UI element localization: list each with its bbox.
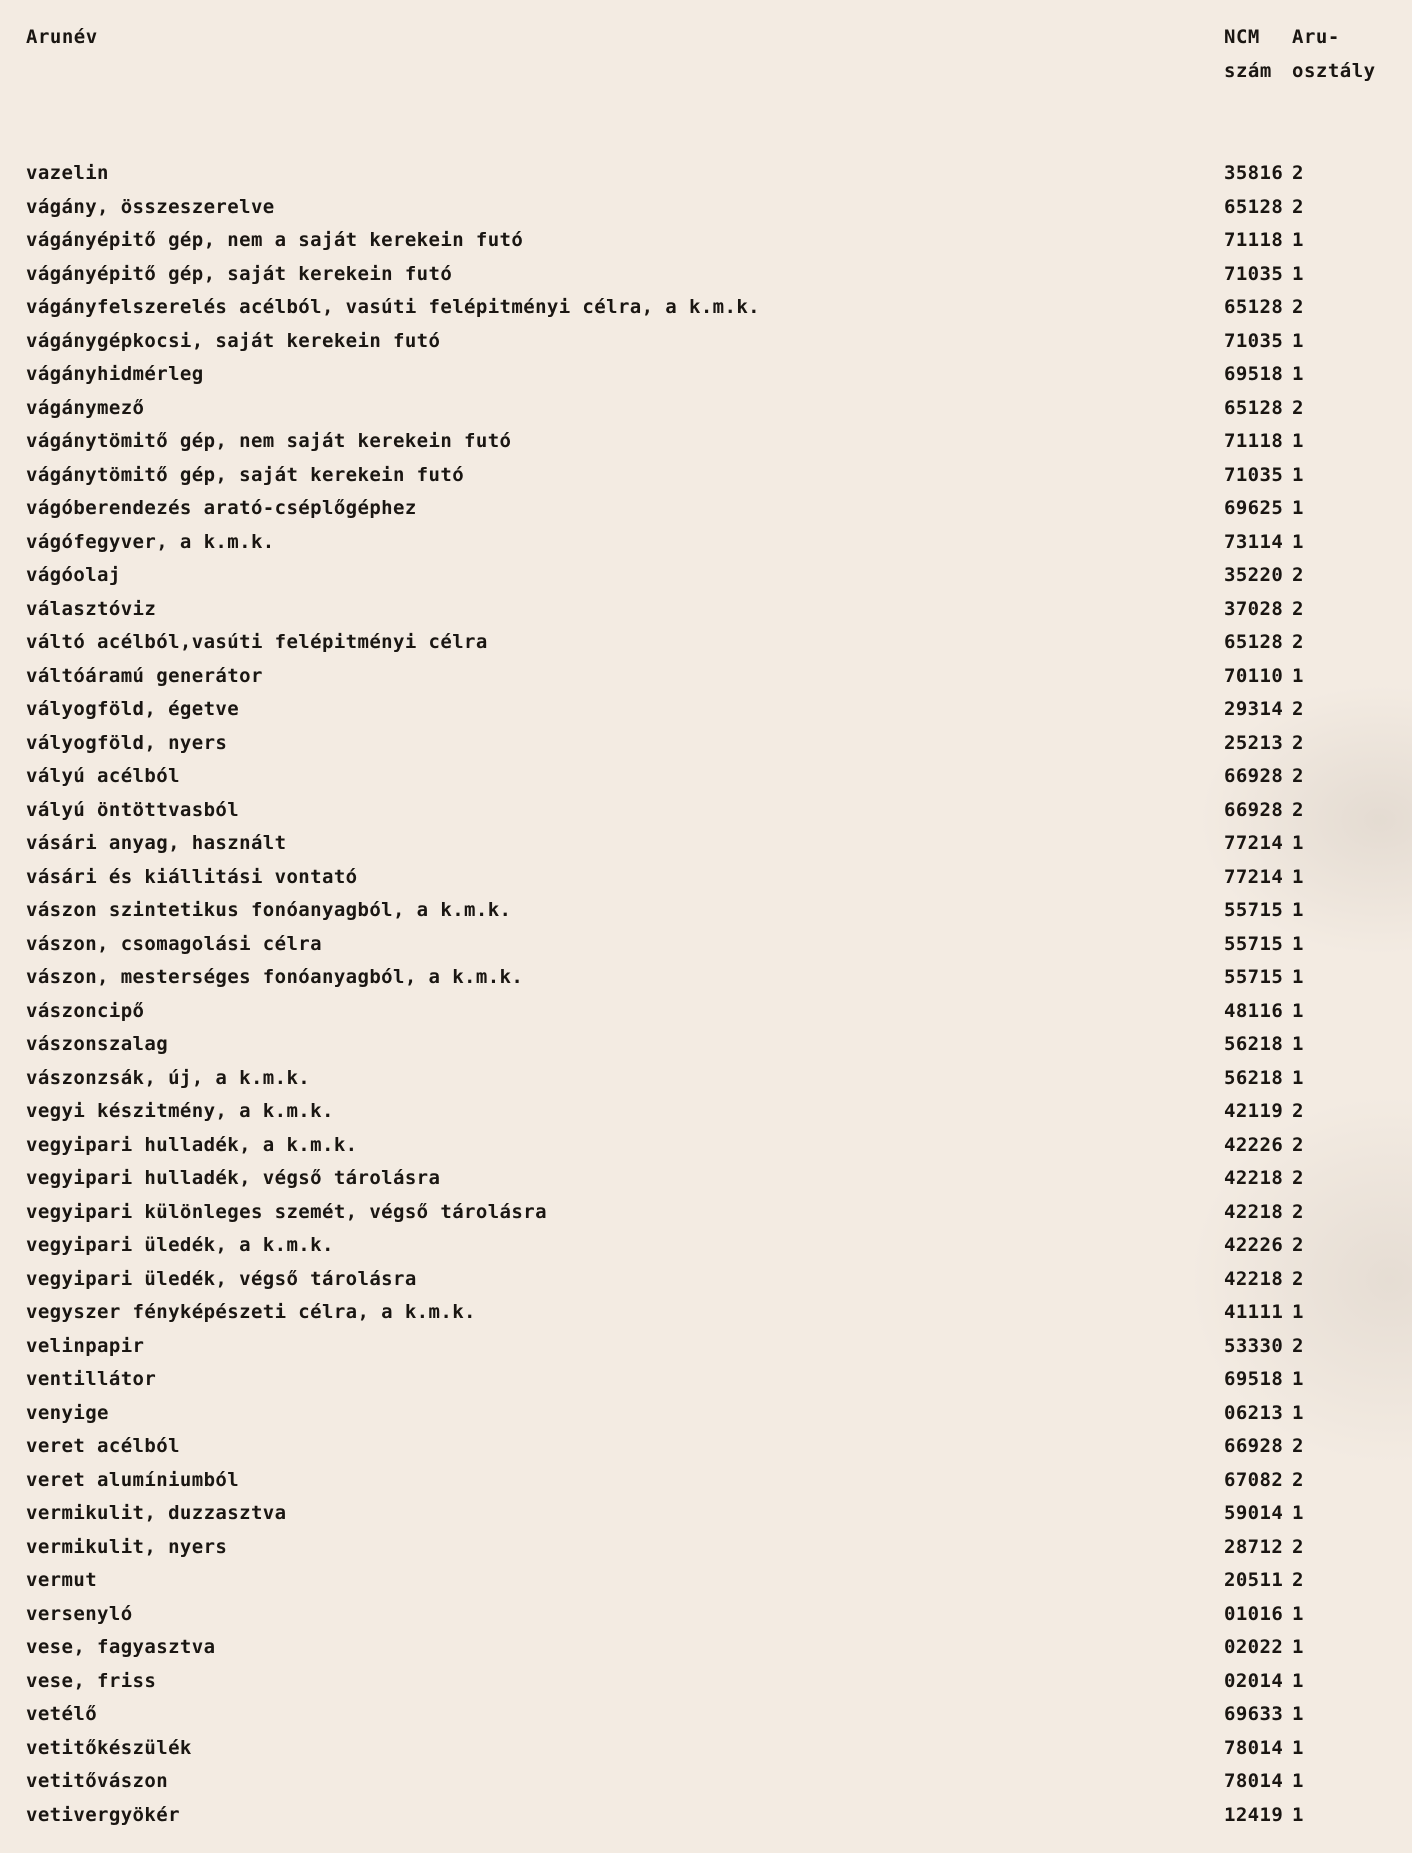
item-name: vásári anyag, használt [26,832,287,854]
goods-class: 1 [1292,1669,1304,1692]
list-item [26,1701,1396,1735]
ncm-code: 12419 [1224,1803,1284,1826]
list-item [26,1165,1396,1199]
ncm-code: 35220 [1224,564,1284,586]
list-item [26,428,1396,462]
goods-class: 2 [1292,296,1304,318]
goods-class: 1 [1292,1066,1304,1089]
goods-class: 2 [1292,765,1304,787]
ncm-code: 66928 [1224,765,1284,787]
list-item [26,462,1396,496]
ncm-code: 42218 [1224,1167,1284,1189]
goods-class: 2 [1292,1569,1304,1591]
item-name: vályú acélból [26,765,180,787]
product-list [26,160,1396,1835]
column-header-ncm-line1: NCM [1224,26,1260,48]
item-name: vazelin [26,162,109,184]
goods-class: 1 [1292,497,1304,519]
ncm-code: 66928 [1224,798,1284,821]
item-name: vágány, összeszerelve [26,195,275,218]
ncm-code: 06213 [1224,1401,1284,1424]
list-item [26,328,1396,362]
item-name: vegyipari üledék, a k.m.k. [26,1234,334,1256]
item-name: vetivergyökér [26,1803,180,1826]
list-item [26,1031,1396,1065]
list-item [26,1366,1396,1400]
goods-class: 2 [1292,631,1304,653]
ncm-code: 37028 [1224,597,1284,620]
list-item [26,1098,1396,1132]
goods-class: 2 [1292,1100,1304,1122]
column-header-ncm-line2: szám [1224,60,1272,82]
goods-class: 1 [1292,1301,1304,1323]
ncm-code: 69518 [1224,1368,1284,1390]
list-item [26,1433,1396,1467]
goods-class: 2 [1292,1435,1304,1457]
ncm-code: 70110 [1224,664,1284,687]
ncm-code: 71035 [1224,262,1284,285]
item-name: váltó acélból,vasúti felépitményi célra [26,631,488,653]
ncm-code: 01016 [1224,1602,1284,1625]
list-item [26,294,1396,328]
ncm-code: 71118 [1224,430,1284,452]
item-name: vászon, mesterséges fonóanyagból, a k.m.k. [26,966,524,988]
item-name: vászon szintetikus fonóanyagból, a k.m.k. [26,899,512,921]
goods-class: 1 [1292,966,1304,988]
item-name: vágóberendezés arató-cséplőgéphez [26,497,417,519]
item-name: vászonzsák, új, a k.m.k. [26,1066,311,1089]
item-name: ventillátor [26,1368,157,1390]
goods-class: 1 [1292,329,1304,352]
item-name: venyige [26,1401,109,1424]
list-item [26,1768,1396,1802]
item-name: vályogföld, nyers [26,731,228,754]
goods-class: 1 [1292,1803,1304,1826]
list-item [26,261,1396,295]
list-item [26,1601,1396,1635]
list-item [26,763,1396,797]
item-name: vetitővászon [26,1770,169,1792]
goods-class: 1 [1292,899,1304,921]
item-name: választóviz [26,597,157,620]
ncm-code: 25213 [1224,731,1284,754]
item-name: veret acélból [26,1435,180,1457]
list-item [26,1333,1396,1367]
list-item [26,797,1396,831]
ncm-code: 29314 [1224,698,1284,720]
list-item [26,730,1396,764]
goods-class: 2 [1292,195,1304,218]
item-name: vágányépitő gép, saját kerekein futó [26,262,453,285]
item-name: vegyszer fényképészeti célra, a k.m.k. [26,1301,476,1323]
ncm-code: 71118 [1224,229,1284,251]
goods-class: 2 [1292,1267,1304,1290]
goods-class: 1 [1292,1736,1304,1759]
list-item [26,1735,1396,1769]
list-item [26,1500,1396,1534]
item-name: vese, friss [26,1669,157,1692]
item-name: vermikulit, nyers [26,1535,228,1558]
item-name: vegyipari különleges szemét, végső tárolásra [26,1200,547,1223]
item-name: vegyi készitmény, a k.m.k. [26,1100,334,1122]
ncm-code: 69625 [1224,497,1284,519]
list-item [26,1567,1396,1601]
goods-class: 2 [1292,1535,1304,1558]
item-name: velinpapir [26,1334,145,1357]
ncm-code: 69518 [1224,363,1284,385]
goods-class: 2 [1292,731,1304,754]
list-item [26,696,1396,730]
item-name: vegyipari hulladék, a k.m.k. [26,1133,358,1156]
list-item [26,897,1396,931]
ncm-code: 42119 [1224,1100,1284,1122]
list-item [26,931,1396,965]
item-name: vágánytömitő gép, saját kerekein futó [26,463,465,486]
item-name: vágánytömitő gép, nem saját kerekein futó [26,430,512,452]
item-name: vegyipari hulladék, végső tárolásra [26,1167,441,1189]
goods-class: 1 [1292,999,1304,1022]
goods-class: 1 [1292,1703,1304,1725]
list-item [26,1299,1396,1333]
list-item [26,864,1396,898]
list-item [26,1199,1396,1233]
item-name: vágányépitő gép, nem a saját kerekein futó [26,229,524,251]
ncm-code: 48116 [1224,999,1284,1022]
item-name: vásári és kiállitási vontató [26,865,358,888]
ncm-code: 78014 [1224,1736,1284,1759]
item-name: vágánygépkocsi, saját kerekein futó [26,329,441,352]
goods-class: 1 [1292,1401,1304,1424]
ncm-code: 73114 [1224,530,1284,553]
goods-class: 1 [1292,664,1304,687]
goods-class: 2 [1292,1334,1304,1357]
goods-class: 2 [1292,1133,1304,1156]
list-item [26,395,1396,429]
goods-class: 1 [1292,1502,1304,1524]
list-item [26,1534,1396,1568]
goods-class: 2 [1292,1167,1304,1189]
item-name: vászon, csomagolási célra [26,932,322,955]
list-item [26,1668,1396,1702]
item-name: vályú öntöttvasból [26,798,240,821]
goods-class: 1 [1292,1636,1304,1658]
item-name: vermut [26,1569,98,1591]
ncm-code: 71035 [1224,463,1284,486]
column-header-class-line1: Aru- [1292,26,1340,48]
list-item [26,361,1396,395]
list-item [26,495,1396,529]
list-item [26,830,1396,864]
item-name: vágányhidmérleg [26,363,204,385]
item-name: versenyló [26,1602,133,1625]
ncm-code: 78014 [1224,1770,1284,1792]
ncm-code: 65128 [1224,631,1284,653]
ncm-code: 53330 [1224,1334,1284,1357]
list-item [26,1132,1396,1166]
list-item [26,964,1396,998]
ncm-code: 55715 [1224,899,1284,921]
item-name: vályogföld, égetve [26,698,240,720]
ncm-code: 77214 [1224,865,1284,888]
ncm-code: 55715 [1224,966,1284,988]
ncm-code: 77214 [1224,832,1284,854]
item-name: vágányfelszerelés acélból, vasúti felépitményi célra, a k.m.k. [26,296,761,318]
goods-class: 1 [1292,229,1304,251]
list-item [26,227,1396,261]
list-item [26,596,1396,630]
ncm-code: 56218 [1224,1066,1284,1089]
item-name: vágánymező [26,396,145,419]
list-item [26,160,1396,194]
list-item [26,562,1396,596]
ncm-code: 42218 [1224,1267,1284,1290]
list-item [26,1802,1396,1836]
goods-class: 1 [1292,530,1304,553]
list-item [26,529,1396,563]
ncm-code: 02022 [1224,1636,1284,1658]
ncm-code: 42226 [1224,1234,1284,1256]
ncm-code: 67082 [1224,1468,1284,1491]
item-name: vetélő [26,1703,98,1725]
ncm-code: 35816 [1224,162,1284,184]
list-item [26,1400,1396,1434]
goods-class: 1 [1292,865,1304,888]
list-item [26,629,1396,663]
list-item [26,1467,1396,1501]
goods-class: 1 [1292,1602,1304,1625]
goods-class: 1 [1292,463,1304,486]
list-item [26,663,1396,697]
column-header-item-name: Arunév [26,26,98,48]
ncm-code: 65128 [1224,396,1284,419]
goods-class: 1 [1292,430,1304,452]
item-name: vegyipari üledék, végső tárolásra [26,1267,417,1290]
list-item [26,1634,1396,1668]
column-header-class-line2: osztály [1292,60,1376,82]
ncm-code: 20511 [1224,1569,1284,1591]
goods-class: 2 [1292,564,1304,586]
goods-class: 2 [1292,798,1304,821]
item-name: váltóáramú generátor [26,664,263,687]
ncm-code: 42226 [1224,1133,1284,1156]
ncm-code: 66928 [1224,1435,1284,1457]
goods-class: 2 [1292,1200,1304,1223]
list-item [26,194,1396,228]
ncm-code: 55715 [1224,932,1284,955]
goods-class: 2 [1292,698,1304,720]
goods-class: 2 [1292,396,1304,419]
goods-class: 2 [1292,597,1304,620]
goods-class: 2 [1292,1234,1304,1256]
ncm-code: 65128 [1224,296,1284,318]
ncm-code: 71035 [1224,329,1284,352]
item-name: veret alumíniumból [26,1468,240,1491]
ncm-code: 69633 [1224,1703,1284,1725]
list-item [26,1065,1396,1099]
item-name: vágóolaj [26,564,121,586]
ncm-code: 41111 [1224,1301,1284,1323]
ncm-code: 28712 [1224,1535,1284,1558]
ncm-code: 42218 [1224,1200,1284,1223]
ncm-code: 59014 [1224,1502,1284,1524]
goods-class: 1 [1292,932,1304,955]
item-name: vágófegyver, a k.m.k. [26,530,275,553]
goods-class: 1 [1292,1033,1304,1055]
item-name: vetitőkészülék [26,1736,192,1759]
list-item [26,1232,1396,1266]
goods-class: 1 [1292,1368,1304,1390]
list-item [26,998,1396,1032]
item-name: vermikulit, duzzasztva [26,1502,287,1524]
goods-class: 2 [1292,162,1304,184]
item-name: vászonszalag [26,1033,169,1055]
ncm-code: 56218 [1224,1033,1284,1055]
item-name: vese, fagyasztva [26,1636,216,1658]
goods-class: 1 [1292,1770,1304,1792]
item-name: vászoncipő [26,999,145,1022]
ncm-code: 02014 [1224,1669,1284,1692]
goods-class: 1 [1292,363,1304,385]
ncm-code: 65128 [1224,195,1284,218]
goods-class: 1 [1292,832,1304,854]
goods-class: 1 [1292,262,1304,285]
list-item [26,1266,1396,1300]
goods-class: 2 [1292,1468,1304,1491]
